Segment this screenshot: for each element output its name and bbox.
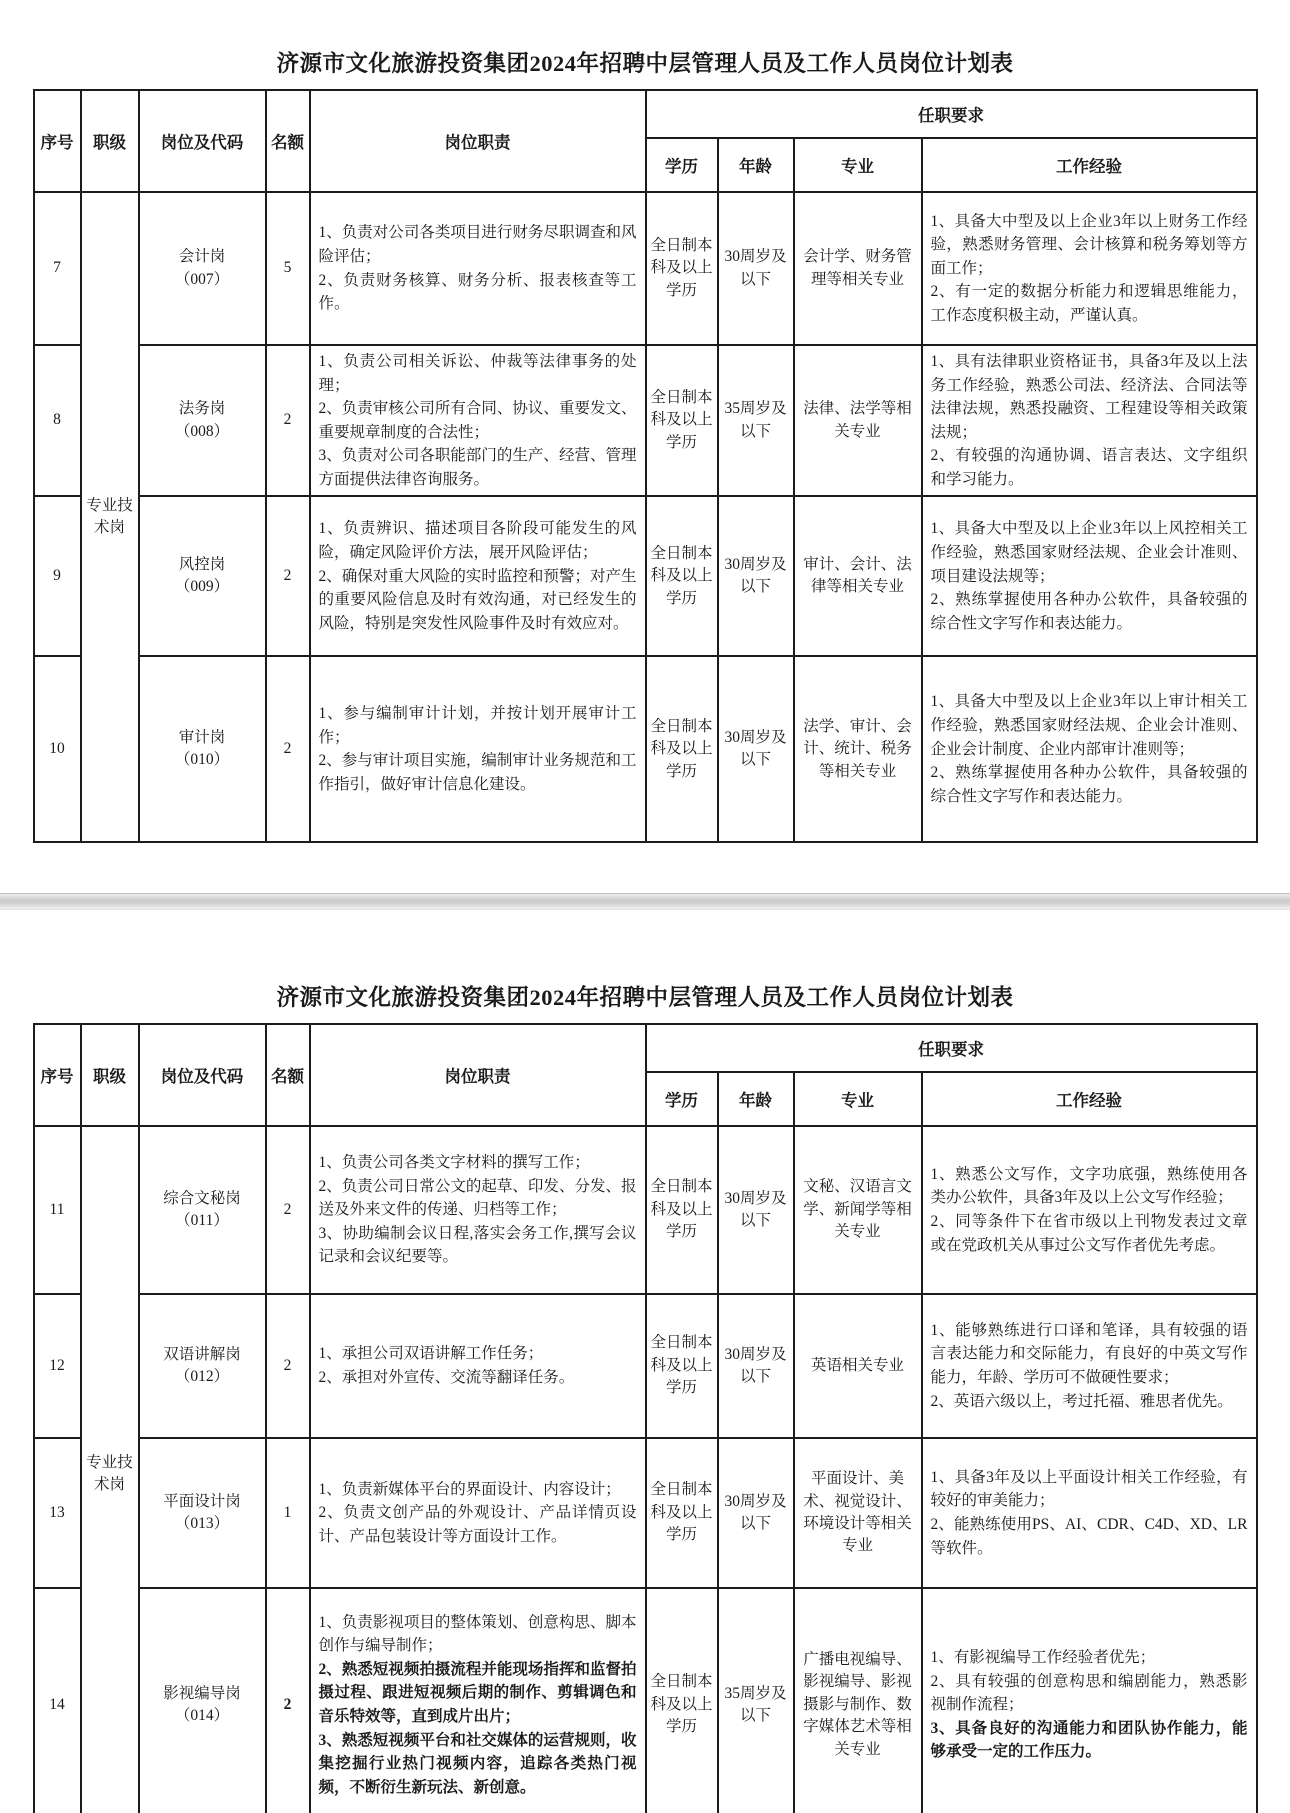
cell-major: 审计、会计、法律等相关专业	[794, 496, 922, 656]
document-page-1	[0, 0, 1290, 893]
cell-education: 全日制本科及以上学历	[646, 1438, 718, 1588]
table-row	[34, 1438, 1257, 1588]
cell-quota: 5	[266, 192, 310, 345]
cell-major: 平面设计、美术、视觉设计、环境设计等相关专业	[794, 1438, 922, 1588]
cell-quota: 2	[266, 1294, 310, 1438]
list-item: 2、熟悉短视频拍摄流程并能现场指挥和监督拍摄过程、跟进短视频后期的制作、剪辑调色和音乐特效等，直到成片出片；	[318, 1660, 637, 1725]
table-row	[34, 1294, 1257, 1438]
cell-position	[139, 496, 266, 656]
header-major: 专业	[794, 1072, 922, 1126]
cell-quota: 1	[266, 1438, 310, 1588]
cell-position	[139, 1588, 266, 1813]
table-row	[34, 1588, 1257, 1813]
list-item: 3、协助编制会议日程,落实会务工作,撰写会议记录和会议纪要等。	[318, 1224, 637, 1266]
header-seq: 序号	[34, 1024, 81, 1126]
list-item: 2、承担对外宣传、交流等翻译任务。	[318, 1369, 575, 1386]
list-item: 1、承担公司双语讲解工作任务；	[318, 1345, 544, 1363]
cell-education: 全日制本科及以上学历	[646, 656, 718, 842]
cell-seq: 11	[34, 1126, 81, 1294]
position-name: 审计岗	[178, 728, 226, 746]
cell-experience	[922, 345, 1257, 496]
header-position: 岗位及代码	[139, 90, 266, 192]
list-item: 2、确保对重大风险的实时监控和预警；对产生的重要风险信息及时有效沟通，对已经发生的风险，特别是突发性风险事件及时有效应对。	[318, 567, 637, 632]
list-item: 1、具备大中型及以上企业3年以上财务工作经验，熟悉财务管理、会计核算和税务筹划等方面工作；	[930, 212, 1248, 277]
table-row	[34, 192, 1257, 345]
list-item: 1、能够熟练进行口译和笔译，具有较强的语言表达能力和交际能力，有良好的中英文写作能力，年龄、学历可不做硬性要求；	[930, 1321, 1248, 1386]
cell-quota: 2	[266, 345, 310, 496]
position-code: （013）	[174, 1515, 230, 1532]
cell-seq: 13	[34, 1438, 81, 1588]
cell-quota: 2	[266, 1588, 310, 1813]
table-row	[34, 496, 1257, 656]
list-item: 2、负责文创产品的外观设计、产品详情页设计、产品包装设计等方面设计工作。	[318, 1504, 637, 1545]
page-title: 济源市文化旅游投资集团2024年招聘中层管理人员及工作人员岗位计划表	[276, 985, 1014, 1010]
cell-experience	[922, 1294, 1257, 1438]
list-item: 2、负责公司日常公文的起草、印发、分发、报送及外来文件的传递、归档等工作；	[318, 1177, 637, 1219]
cell-education: 全日制本科及以上学历	[646, 192, 718, 345]
position-code: （014）	[174, 1707, 230, 1724]
list-item: 3、熟悉短视频平台和社交媒体的运营规则，收集挖掘行业热门视频内容，追踪各类热门视频，不断衍生新玩法、新创意。	[318, 1731, 637, 1796]
position-code: （012）	[174, 1368, 230, 1385]
header-duties: 岗位职责	[310, 1024, 646, 1126]
list-item: 2、负责审核公司所有合同、协议、重要发文、重要规章制度的合法性；	[318, 400, 637, 441]
position-name: 会计岗	[178, 248, 226, 266]
cell-seq: 7	[34, 192, 81, 345]
list-item: 3、具备良好的沟通能力和团队协作能力，能够承受一定的工作压力。	[930, 1719, 1248, 1761]
cell-experience	[922, 656, 1257, 842]
cell-age: 30周岁及以下	[718, 192, 794, 345]
header-duties: 岗位职责	[310, 90, 646, 192]
cell-experience	[922, 192, 1257, 345]
cell-duties	[310, 192, 646, 345]
header-education: 学历	[646, 138, 718, 192]
cell-age: 35周岁及以下	[718, 1588, 794, 1813]
cell-major: 广播电视编导、影视编导、影视摄影与制作、数字媒体艺术等相关专业	[794, 1588, 922, 1813]
cell-position	[139, 1294, 266, 1438]
cell-age: 30周岁及以下	[718, 1126, 794, 1294]
list-item: 2、英语六级以上，考过托福、雅思者优先。	[930, 1392, 1233, 1410]
position-name: 平面设计岗	[163, 1492, 241, 1510]
cell-major: 法学、审计、会计、统计、税务等相关专业	[794, 656, 922, 842]
cell-duties	[310, 1126, 646, 1294]
cell-seq: 12	[34, 1294, 81, 1438]
list-item: 2、有较强的沟通协调、语言表达、文字组织和学习能力。	[930, 447, 1248, 488]
cell-education: 全日制本科及以上学历	[646, 496, 718, 656]
list-item: 1、具备大中型及以上企业3年以上风控相关工作经验，熟悉国家财经法规、企业会计准则、项目建设法规等；	[930, 520, 1248, 585]
list-item: 1、负责公司相关诉讼、仲裁等法律事务的处理；	[318, 353, 637, 394]
cell-position	[139, 192, 266, 345]
list-item: 1、负责对公司各类项目进行财务尽职调查和风险评估；	[318, 224, 637, 265]
cell-quota: 2	[266, 496, 310, 656]
recruitment-table	[33, 89, 1258, 843]
list-item: 1、具有法律职业资格证书，具备3年及以上法务工作经验，熟悉公司法、经济法、合同法等法律法规，熟悉投融资、工程建设等相关政策法规；	[930, 353, 1248, 441]
list-item: 2、参与审计项目实施，编制审计业务规范和工作指引，做好审计信息化建设。	[318, 752, 637, 793]
position-code: （008）	[174, 422, 230, 440]
header-quota: 名额	[266, 90, 310, 192]
list-item: 2、负责财务核算、财务分析、报表核查等工作。	[318, 271, 637, 313]
position-name: 双语讲解岗	[163, 1345, 241, 1363]
list-item: 1、参与编制审计计划，并按计划开展审计工作；	[318, 705, 637, 746]
cell-duties	[310, 1588, 646, 1813]
list-item: 2、具有较强的创意构思和编剧能力，熟悉影视制作流程；	[930, 1672, 1248, 1714]
table-row	[34, 345, 1257, 496]
list-item: 2、能熟练使用PS、AI、CDR、C4D、XD、LR等软件。	[930, 1516, 1248, 1557]
cell-major: 会计学、财务管理等相关专业	[794, 192, 922, 345]
cell-seq: 9	[34, 496, 81, 656]
list-item: 1、负责辨识、描述项目各阶段可能发生的风险，确定风险评价方法，展开风险评估；	[318, 520, 637, 561]
cell-education: 全日制本科及以上学历	[646, 1588, 718, 1813]
document-page-2	[0, 910, 1290, 1813]
cell-duties	[310, 1438, 646, 1588]
cell-education: 全日制本科及以上学历	[646, 1126, 718, 1294]
header-requirements: 任职要求	[646, 1024, 1257, 1072]
cell-duties	[310, 656, 646, 842]
cell-seq: 10	[34, 656, 81, 842]
cell-position	[139, 656, 266, 842]
list-item: 1、负责公司各类文字材料的撰写工作；	[318, 1154, 590, 1172]
list-item: 1、具备3年及以上平面设计相关工作经验，有较好的审美能力；	[930, 1468, 1248, 1510]
list-item: 2、有一定的数据分析能力和逻辑思维能力，工作态度积极主动，严谨认真。	[930, 283, 1248, 324]
cell-position	[139, 345, 266, 496]
position-name: 影视编导岗	[163, 1684, 241, 1702]
table-row	[34, 1126, 1257, 1294]
cell-experience	[922, 1588, 1257, 1813]
cell-age: 30周岁及以下	[718, 1438, 794, 1588]
list-item: 1、具备大中型及以上企业3年以上审计相关工作经验，熟悉国家财经法规、企业会计准则、企业会计制度、企业内部审计准则等；	[930, 693, 1248, 758]
header-major: 专业	[794, 138, 922, 192]
cell-duties	[310, 496, 646, 656]
list-item: 2、同等条件下在省市级以上刊物发表过文章或在党政机关从事过公文写作者优先考虑。	[930, 1213, 1248, 1254]
cell-position	[139, 1126, 266, 1294]
table-row	[34, 656, 1257, 842]
cell-age: 30周岁及以下	[718, 496, 794, 656]
cell-experience	[922, 496, 1257, 656]
header-experience: 工作经验	[922, 1072, 1257, 1126]
cell-age: 30周岁及以下	[718, 656, 794, 842]
cell-age: 30周岁及以下	[718, 1294, 794, 1438]
list-item: 1、熟悉公文写作，文字功底强，熟练使用各类办公软件，具备3年及以上公文写作经验；	[930, 1165, 1248, 1207]
page-break-divider	[0, 893, 1290, 910]
position-code: （010）	[174, 751, 230, 769]
cell-duties	[310, 1294, 646, 1438]
position-code: （007）	[174, 270, 230, 288]
header-seq: 序号	[34, 90, 81, 192]
cell-education: 全日制本科及以上学历	[646, 1294, 718, 1438]
cell-major: 法律、法学等相关专业	[794, 345, 922, 496]
cell-major: 文秘、汉语言文学、新闻学等相关专业	[794, 1126, 922, 1294]
header-requirements: 任职要求	[646, 90, 1257, 138]
cell-duties	[310, 345, 646, 496]
cell-quota: 2	[266, 656, 310, 842]
cell-major: 英语相关专业	[794, 1294, 922, 1438]
page-title: 济源市文化旅游投资集团2024年招聘中层管理人员及工作人员岗位计划表	[276, 51, 1014, 76]
cell-position	[139, 1438, 266, 1588]
cell-experience	[922, 1438, 1257, 1588]
position-code: （009）	[174, 578, 230, 596]
header-rank: 职级	[81, 90, 139, 192]
cell-quota: 2	[266, 1126, 310, 1294]
list-item: 1、负责新媒体平台的界面设计、内容设计；	[318, 1480, 621, 1498]
position-name: 法务岗	[178, 400, 226, 418]
list-item: 2、熟练掌握使用各种办公软件，具备较强的综合性文字写作和表达能力。	[930, 764, 1248, 805]
position-code: （011）	[175, 1212, 229, 1229]
header-experience: 工作经验	[922, 138, 1257, 192]
cell-seq: 8	[34, 345, 81, 496]
list-item: 3、负责对公司各职能部门的生产、经营、管理方面提供法律咨询服务。	[318, 447, 637, 488]
cell-education: 全日制本科及以上学历	[646, 345, 718, 496]
cell-seq: 14	[34, 1588, 81, 1813]
header-position: 岗位及代码	[139, 1024, 266, 1126]
list-item: 1、有影视编导工作经验者优先；	[930, 1649, 1156, 1667]
header-quota: 名额	[266, 1024, 310, 1126]
cell-experience	[922, 1126, 1257, 1294]
header-education: 学历	[646, 1072, 718, 1126]
position-name: 风控岗	[178, 555, 226, 573]
header-age: 年龄	[718, 1072, 794, 1126]
list-item: 2、熟练掌握使用各种办公软件，具备较强的综合性文字写作和表达能力。	[930, 591, 1248, 632]
recruitment-table	[33, 1023, 1258, 1813]
cell-rank-group: 专业技术岗	[81, 1126, 139, 1813]
cell-age: 35周岁及以下	[718, 345, 794, 496]
list-item: 1、负责影视项目的整体策划、创意构思、脚本创作与编导制作；	[318, 1613, 637, 1655]
position-name: 综合文秘岗	[163, 1189, 241, 1207]
cell-rank-group: 专业技术岗	[81, 192, 139, 842]
header-age: 年龄	[718, 138, 794, 192]
header-rank: 职级	[81, 1024, 139, 1126]
